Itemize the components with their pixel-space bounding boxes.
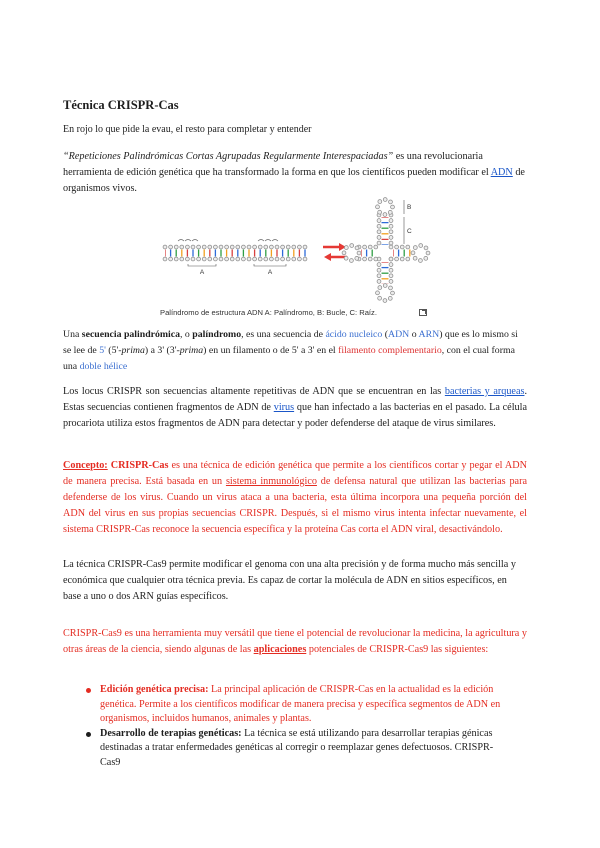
applications-list [63,683,527,771]
text-run: que han infectado a las bacterias en el pasado. La célula procariota utiliza estos fragmentos de ADN para detectar y poder defenderse del ataque de virus similares. [63,402,527,429]
term-secuencia-palindromica: secuencia palindrómica [81,329,181,340]
text-run: . Estas secuencias contienen fragmentos de ADN de [63,386,527,413]
linear-dna-double-strand [165,240,308,277]
text-run: ) en un filamento o de 5' a 3' en el [203,345,339,356]
applications-intro-paragraph [63,626,527,658]
text-run: ) que es lo mismo si se lee de [63,329,518,356]
bullet-icon [86,732,91,737]
text-run: de defensa natural que utilizan las bacterias para defenderse de los virus. Cuando un virus ataca a una bacteria, esta última incorpora una pequeña porción del ADN del virus en sus propias secuencias CRISPR. Después, si el mismo virus intenta infectar nuevamente, el sistema CRISPR-Cas reconoce la secuencia específica y la proteína Cas corta el ADN viral, desactivándolo. [63,476,527,535]
term-prima: prima [179,345,204,356]
link-adn[interactable]: ADN [490,167,513,178]
link-arn[interactable]: ARN [418,329,440,340]
label-c-stem: C [407,228,412,235]
link-acido-nucleico[interactable]: ácido nucleico [325,329,383,340]
label-a-right: A [267,269,273,276]
crispr-acronym-meaning: “Repeticiones Palindrómicas Cortas Agrupadas Regularmente Interespaciadas” [63,151,394,162]
term-palindromo: palíndromo [192,329,242,340]
link-doble-helice[interactable]: doble hélice [79,361,128,372]
concept-paragraph [63,458,527,538]
palindrome-dna-figure [158,196,440,304]
text-run: potenciales de CRISPR-Cas9 las siguientes: [306,644,489,655]
text-run: o [409,329,419,340]
expand-image-icon [419,309,427,316]
link-sistema-inmunologico[interactable]: sistema inmunológico [225,476,317,487]
term-prima: prima [121,345,145,356]
text-run: es una técnica de edición genética que permite a los científicos cortar y pegar el ADN de manera precisa. Está basada en un [63,460,527,487]
cruciform-dna-structure [344,200,428,301]
text-run: , o [180,329,193,340]
text-run: , es una secuencia de [241,329,326,340]
cas9-paragraph: La técnica CRISPR-Cas9 permite modificar el genoma con una alta precisión y de forma mucho más sencilla y económica que cualquier otra técnica previa. Es capaz de cortar la molécula de ADN en sitios específicos, en base a uno o dos ARN guías específicos. [63,559,516,602]
bullet-icon [86,688,91,693]
locus-crispr-paragraph [63,384,527,432]
document-subtitle: En rojo lo que pide la evau, el resto para completar y entender [63,124,312,135]
link-bacterias-y-arqueas[interactable]: bacterias y arqueas [444,386,525,397]
label-a-left: A [199,269,205,276]
link-5-prima[interactable]: 5' [99,345,106,356]
application-heading: Edición genética precisa: [100,684,209,695]
intro-paragraph [63,149,527,197]
text-run: , con el cual forma una [63,345,515,372]
link-filamento-complementario[interactable]: filamento complementario [338,345,442,356]
application-text: La técnica se está utilizando para desarrollar terapias génicas destinadas a tratar enfermedades genéticas al corregir o reemplazar genes defectuosos. CRISPR-Cas9 [100,727,494,768]
document-title: Técnica CRISPR-Cas [63,98,179,112]
palindrome-definition-paragraph [63,327,527,375]
link-virus[interactable]: virus [273,402,295,413]
application-heading: Desarrollo de terapias genéticas: [100,727,242,739]
label-b-loop: B [407,204,412,211]
term-crispr-cas: CRISPR-Cas [107,460,169,471]
text-run: Los locus CRISPR son secuencias altamente repetitivas de ADN que se encuentran en las [63,386,445,397]
text-run: CRISPR-Cas9 es una herramienta muy versátil que tiene el potencial de revolucionar la medicina, la agricultura y otras áreas de la ciencia, siendo algunas de las [63,628,527,655]
application-text: La principal aplicación de CRISPR-Cas en la actualidad es la edición genética. Permite a los científicos modificar de manera precisa y específica segmentos de ADN en organismos, incluidos humanos, animales y plantas. [100,684,501,725]
intro-text: es una revolucionaria herramienta de edición genética que ha transformado la forma en que los científicos pueden modificar el [63,151,491,178]
concept-label: Concepto: [63,460,108,471]
term-aplicaciones: aplicaciones [253,644,307,655]
link-adn[interactable]: ADN [388,329,410,340]
figure-caption: Palíndromo de estructura ADN A: Palíndromo, B: Bucle, C: Raíz. [160,308,377,317]
text-run: ( [382,329,389,340]
intro-text-end: de organismos vivos. [63,167,525,194]
text-run: (5'- [105,345,122,356]
list-item [63,683,510,727]
text-run: Una [63,329,82,340]
text-run: ) a 3' (3'- [144,345,180,356]
list-item [63,727,510,771]
